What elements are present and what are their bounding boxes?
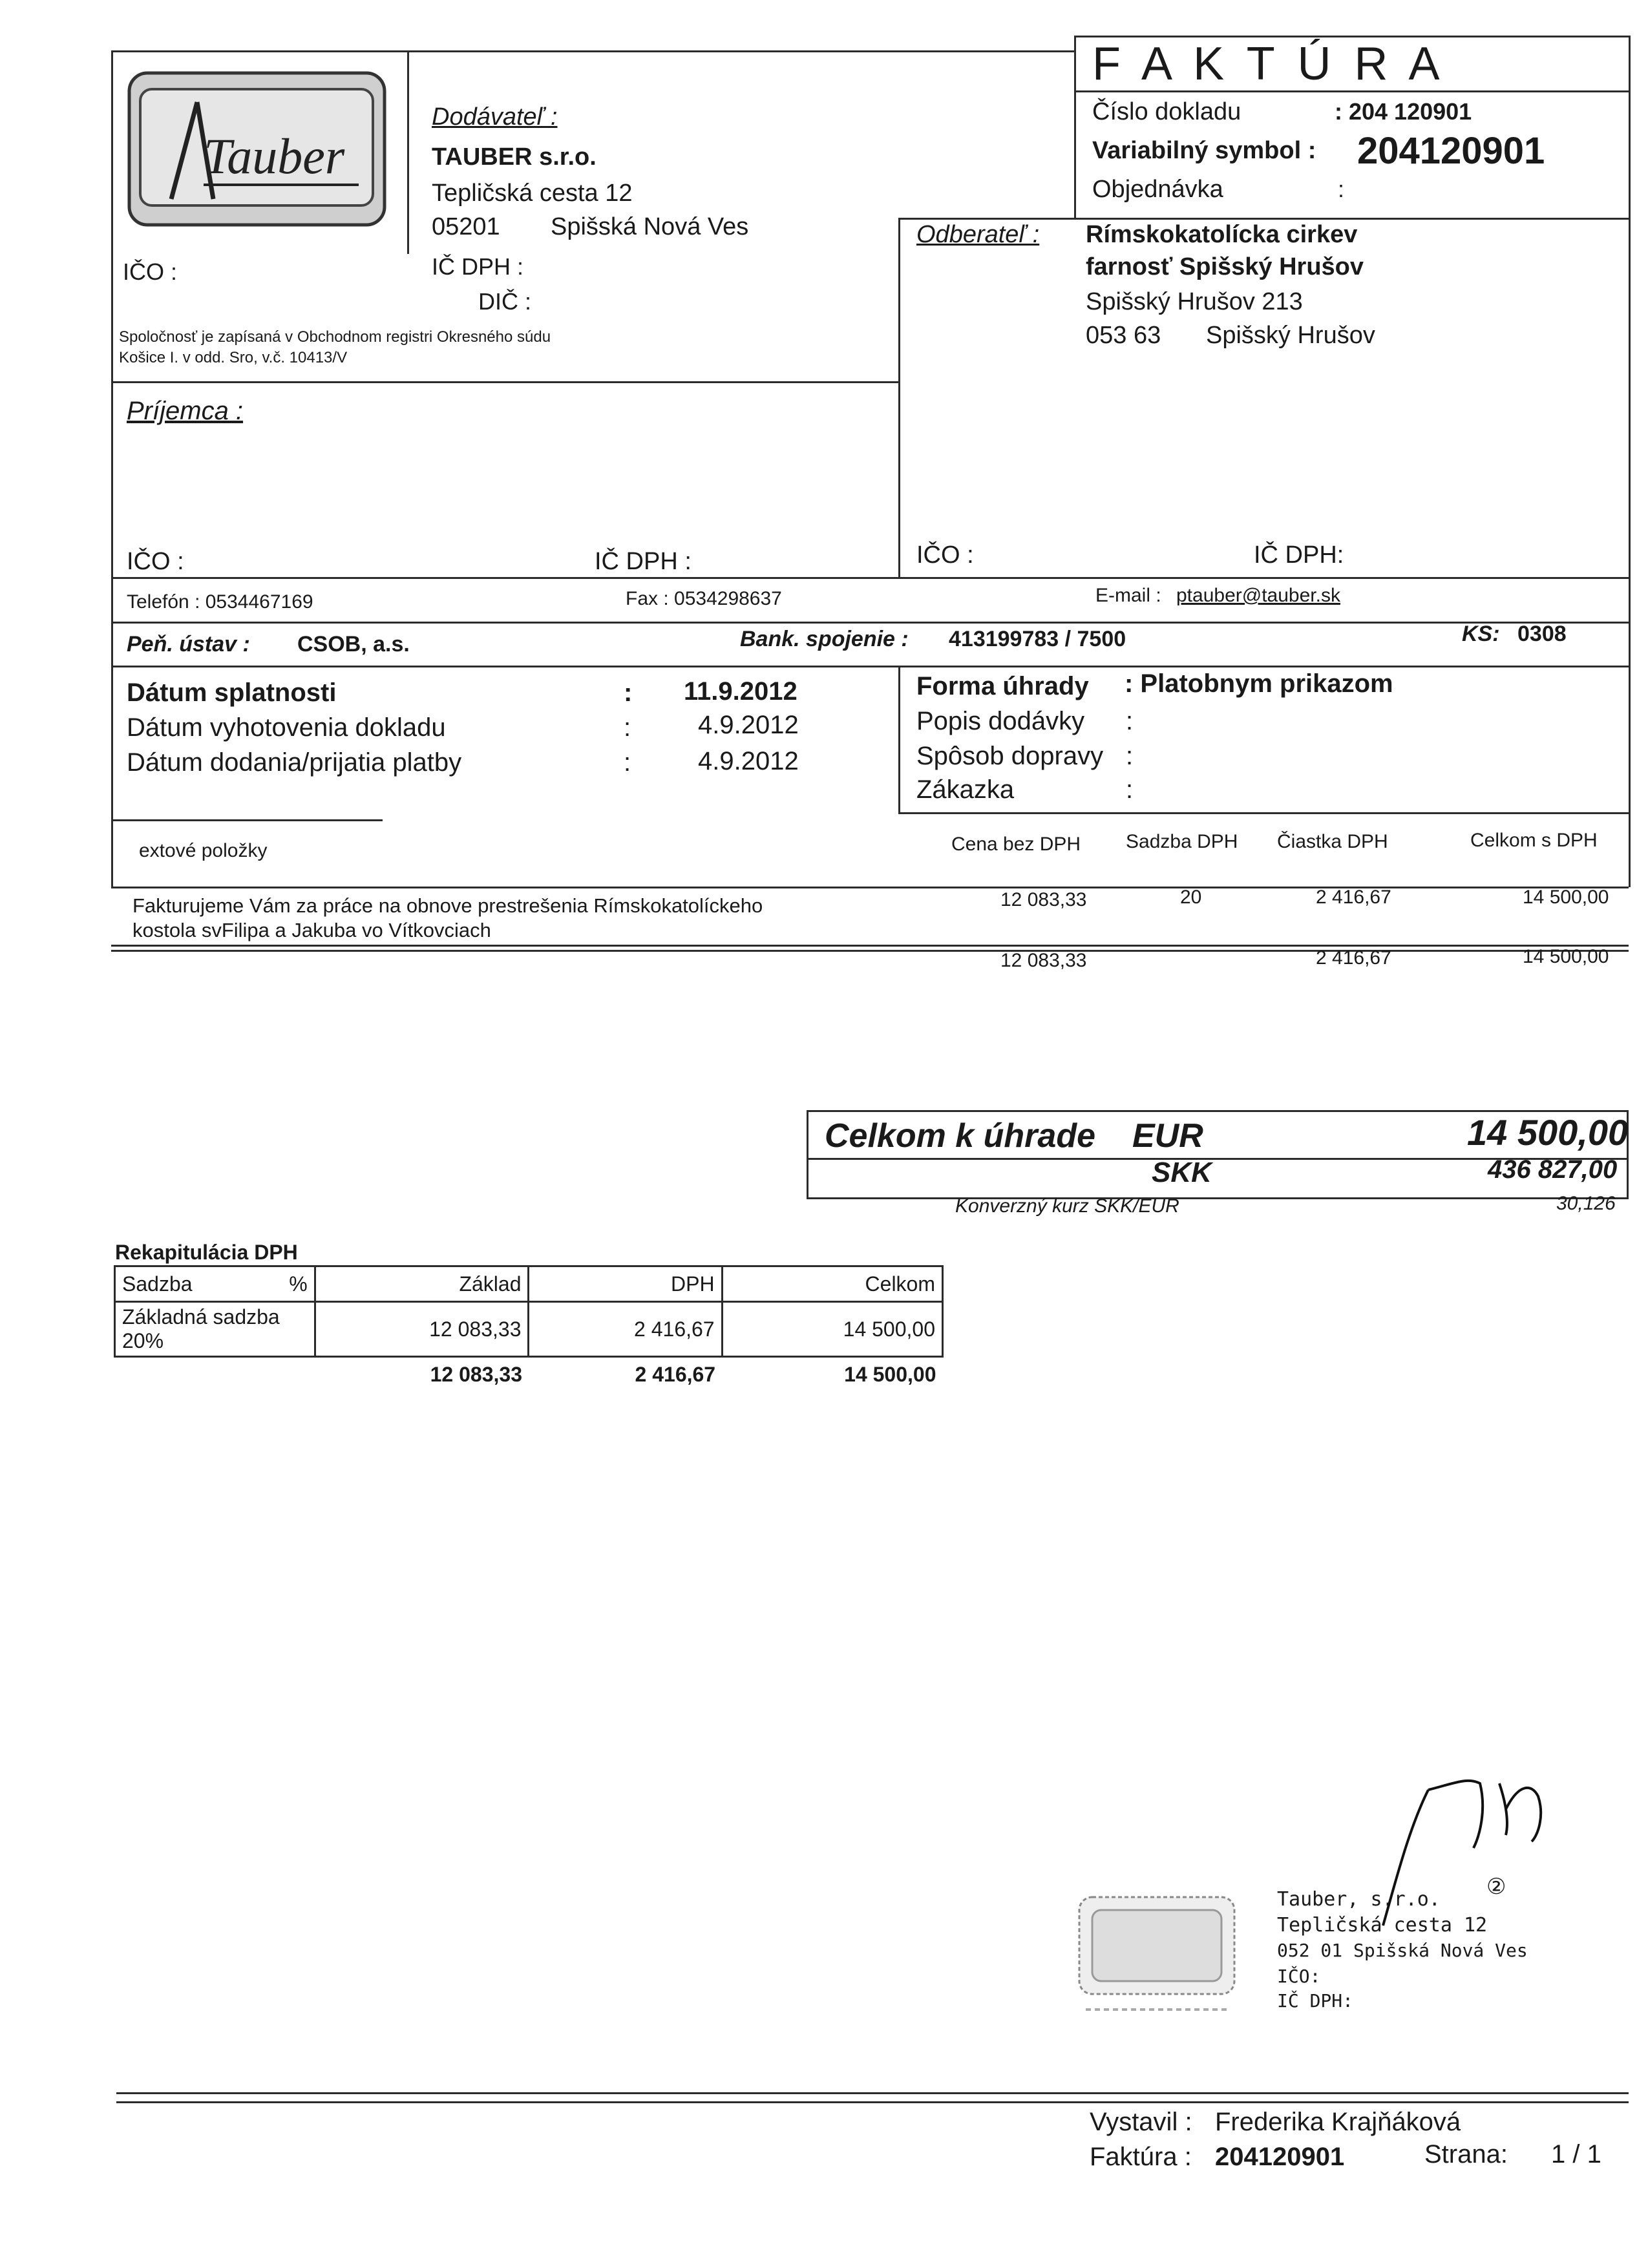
recipient-label: Príjemca :: [127, 397, 244, 425]
recap-header-dph: DPH: [529, 1266, 722, 1302]
stamp-line1: Tauber, s.r.o.: [1277, 1888, 1441, 1911]
supplier-bottom-line: [111, 381, 898, 383]
items-top-line: [898, 812, 1629, 814]
supplier-reg-line1: Spoločnosť je zapísaná v Obchodnom registri Okresného súdu: [119, 328, 551, 346]
stamp-line2: Tepličská cesta 12: [1277, 1914, 1488, 1937]
customer-name2: farnosť Spišský Hrušov: [1086, 253, 1364, 280]
dodanie-colon: :: [624, 748, 631, 777]
stamp-logo: [1073, 1893, 1241, 2022]
recap-header-sadzba-text: Sadzba: [122, 1272, 193, 1296]
customer-name1: Rímskokatolícka cirkev: [1086, 221, 1358, 248]
item-celkom: 14 500,00: [1523, 887, 1609, 908]
recipient-icdph-label: IČ DPH :: [595, 548, 692, 575]
objednavka-value: :: [1338, 176, 1345, 202]
supplier-dic-label: DIČ :: [478, 288, 532, 315]
splatnost-colon: :: [624, 678, 633, 707]
recap-table: [114, 1265, 944, 1391]
items-header-celkom: Celkom s DPH: [1470, 830, 1598, 851]
invoice-title: F A K T Ú R A: [1092, 38, 1445, 90]
email-link[interactable]: ptauber@tauber.sk: [1176, 585, 1340, 606]
recap-header-celkom: Celkom: [722, 1266, 942, 1302]
logo-text: Tauber: [204, 128, 345, 184]
supplier-icdph-label: IČ DPH :: [432, 253, 524, 280]
header-divider: [1074, 36, 1076, 218]
supplier-zip: 05201: [432, 213, 500, 240]
stamp-line3: 052 01 Spišská Nová Ves: [1277, 1940, 1528, 1961]
faktura-value: 204120901: [1215, 2143, 1345, 2171]
splatnost-label: Dátum splatnosti: [127, 678, 337, 707]
items-header-bottom-line: [111, 887, 1629, 888]
recap-header-sadzba: [115, 1266, 315, 1302]
bank-name: CSOB, a.s.: [297, 632, 410, 656]
sposob-colon: :: [1126, 742, 1134, 770]
vs-value: 204120901: [1357, 130, 1545, 172]
recap-total-dph: 2 416,67: [635, 1362, 716, 1386]
supplier-label: Dodávateľ :: [432, 103, 558, 131]
footer-line2: [116, 2101, 1629, 2103]
frame-left: [111, 50, 113, 887]
customer-zip: 053 63: [1086, 322, 1161, 349]
items-total-cena: 12 083,33: [1000, 950, 1087, 971]
cislo-label: Číslo dokladu: [1092, 98, 1241, 125]
total-due-value: 14 500,00: [1467, 1112, 1629, 1153]
account-value: 413199783 / 7500: [949, 627, 1126, 651]
popis-colon: :: [1126, 707, 1134, 735]
account-label: Bank. spojenie :: [740, 627, 909, 651]
recap-row-sadzba: [115, 1302, 315, 1357]
item-text-line1: Fakturujeme Vám za práce na obnove prestrešenia Rímskokatolíckeho: [132, 894, 763, 917]
customer-city: Spišský Hrušov: [1206, 322, 1375, 349]
recap-row-percent: 20%: [122, 1329, 164, 1352]
dates-divider: [898, 666, 900, 812]
item-ciastka: 2 416,67: [1316, 887, 1391, 908]
faktura-label: Faktúra :: [1090, 2143, 1192, 2171]
logo-divider: [407, 50, 409, 254]
total-due-currency: EUR: [1132, 1117, 1203, 1155]
bank-top-line: [111, 622, 1629, 624]
stamp-line5: IČ DPH:: [1277, 1990, 1354, 2011]
items-header-sadzba: Sadzba DPH: [1126, 831, 1238, 852]
items-total-line1: [111, 945, 1629, 947]
recap-row: [115, 1302, 943, 1357]
zakazka-colon: :: [1126, 775, 1134, 804]
vyhotovenie-value: 4.9.2012: [698, 711, 799, 739]
strana-label: Strana:: [1424, 2140, 1508, 2168]
recap-header-row: [115, 1266, 943, 1302]
vs-label: Variabilný symbol :: [1092, 137, 1316, 164]
stamp-line4: IČO:: [1277, 1966, 1321, 1987]
items-top-line-left: [111, 819, 383, 821]
vyhotovenie-colon: :: [624, 713, 631, 742]
strana-value: 1 / 1: [1551, 2140, 1601, 2168]
item-sadzba: 20: [1180, 887, 1202, 908]
sposob-label: Spôsob dopravy: [916, 742, 1104, 770]
items-total-celkom: 14 500,00: [1523, 946, 1609, 967]
total-due-label: Celkom k úhrade: [825, 1117, 1096, 1155]
dates-top-line: [111, 666, 1629, 667]
item-cena: 12 083,33: [1000, 889, 1087, 910]
forma-value: : Platobnym prikazom: [1125, 669, 1393, 698]
dodanie-value: 4.9.2012: [698, 747, 799, 775]
frame-top: [111, 50, 1074, 52]
supplier-ico-label: IČO :: [123, 258, 178, 285]
recap-row-celkom: 14 500,00: [722, 1302, 942, 1357]
customer-street: Spišský Hrušov 213: [1086, 288, 1303, 315]
vyhotovenie-label: Dátum vyhotovenia dokladu: [127, 713, 446, 742]
ks-label: KS:: [1462, 622, 1500, 646]
items-header-cena: Cena bez DPH: [951, 834, 1081, 855]
phone-text: Telefón : 0534467169: [127, 591, 313, 613]
recap-row-sadzba-text: Základná sadzba: [122, 1305, 280, 1328]
vystavil-label: Vystavil :: [1090, 2108, 1192, 2136]
customer-label: Odberateľ :: [916, 221, 1040, 248]
supplier-street: Tepličská cesta 12: [432, 180, 633, 207]
zakazka-label: Zákazka: [916, 775, 1015, 804]
item-text-line2: kostola svFilipa a Jakuba vo Vítkovciach: [132, 919, 491, 941]
recap-row-dph: 2 416,67: [529, 1302, 722, 1357]
popis-label: Popis dodávky: [916, 707, 1085, 735]
items-header-ciastka: Čiastka DPH: [1277, 831, 1388, 852]
items-total-line2: [111, 950, 1629, 952]
fax-text: Fax : 0534298637: [626, 588, 782, 609]
total-due-skk-label: SKK: [1152, 1157, 1212, 1188]
frame-right: [1629, 36, 1631, 887]
vystavil-value: Frederika Krajňáková: [1215, 2108, 1461, 2136]
items-header-text: extové položky: [139, 840, 268, 861]
total-due-skk-value: 436 827,00: [1488, 1155, 1618, 1184]
conversion-rate-label: Konverzný kurz SKK/EUR: [955, 1195, 1179, 1217]
stamp-circle-icon: ②: [1486, 1874, 1506, 1899]
title-underline: [1074, 90, 1629, 92]
items-total-ciastka: 2 416,67: [1316, 947, 1391, 969]
customer-top-line: [898, 218, 1629, 220]
recap-row-zaklad: 12 083,33: [315, 1302, 529, 1357]
bank-label: Peň. ústav :: [127, 632, 250, 656]
splatnost-value: 11.9.2012: [684, 677, 798, 706]
email-label: E-mail :: [1095, 585, 1161, 606]
customer-ico-label: IČO :: [916, 541, 974, 569]
cislo-value: : 204 120901: [1335, 98, 1472, 125]
recap-header-percent: %: [289, 1272, 308, 1296]
recap-total-zaklad: 12 083,33: [430, 1362, 522, 1386]
signature: [1351, 1770, 1570, 1932]
contact-top-line: [111, 577, 1629, 579]
recap-header-zaklad: Základ: [315, 1266, 529, 1302]
supplier-name: TAUBER s.r.o.: [432, 143, 597, 171]
supplier-reg-line2: Košice I. v odd. Sro, v.č. 10413/V: [119, 349, 348, 366]
dodanie-label: Dátum dodania/prijatia platby: [127, 748, 462, 777]
customer-icdph-label: IČ DPH:: [1254, 541, 1344, 569]
recap-totals-empty: [115, 1357, 315, 1392]
objednavka-label: Objednávka: [1092, 176, 1223, 203]
customer-left-line: [898, 218, 900, 577]
conversion-rate-value: 30,126: [1556, 1193, 1616, 1214]
supplier-city: Spišská Nová Ves: [551, 213, 749, 240]
recap-total-celkom: 14 500,00: [844, 1362, 936, 1386]
recap-title: Rekapitulácia DPH: [115, 1241, 298, 1264]
recap-totals-row: [115, 1357, 943, 1392]
ks-value: 0308: [1517, 622, 1567, 646]
footer-line1: [116, 2092, 1629, 2094]
forma-label: Forma úhrady: [916, 672, 1089, 700]
tauber-logo: [126, 70, 391, 231]
recipient-ico-label: IČO :: [127, 548, 184, 575]
